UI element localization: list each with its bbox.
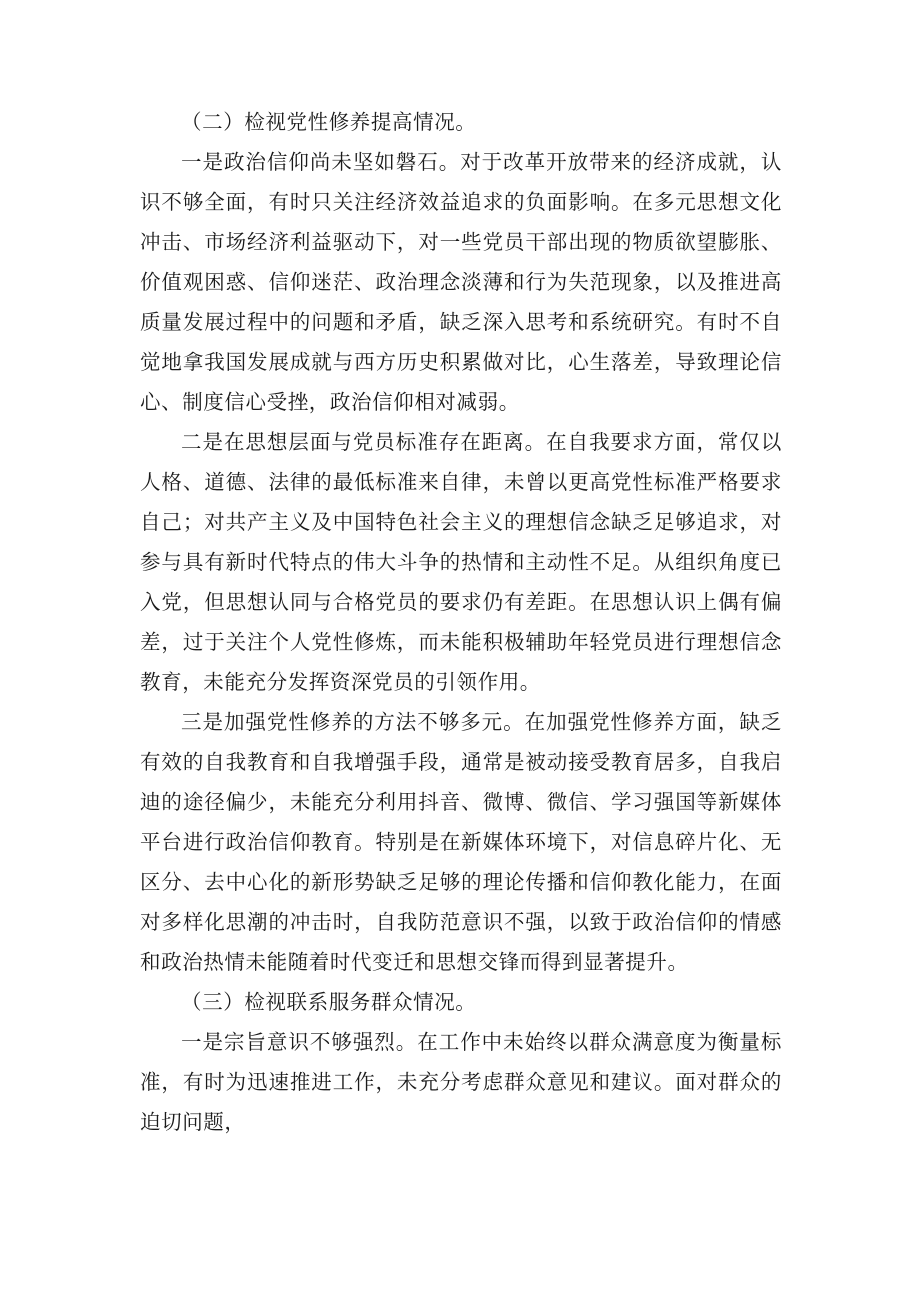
section-heading-3: （三）检视联系服务群众情况。 bbox=[181, 990, 477, 1014]
paragraph-political-belief: 一是政治信仰尚未坚如磐石。对于改革开放带来的经济成就，认识不够全面，有时只关注经济效益追求的负面影响。在多元思想文化冲击、市场经济利益驱动下，对一些党员干部出现的物质欲望膨胀、价值观困惑、信仰迷茫、政治理念淡薄和行为失范现象，以及推进高质量发展过程中的问题和矛盾，缺乏深入思考和系统研究。有时不自觉地拿我国发展成就与西方历史积累做对比，心生落差，导致理论信心、制度信心受挫，政治信仰相对减弱。 bbox=[140, 150, 782, 414]
section-heading-2: （二）检视党性修养提高情况。 bbox=[181, 110, 477, 134]
document-body bbox=[140, 102, 782, 1142]
paragraph-cultivation-methods: 三是加强党性修养的方法不够多元。在加强党性修养方面，缺乏有效的自我教育和自我增强手段，通常是被动接受教育居多，自我启迪的途径偏少，未能充分利用抖音、微博、微信、学习强国等新媒体平台进行政治信仰教育。特别是在新媒体环境下，对信息碎片化、无区分、去中心化的新形势缺乏足够的理论传播和信仰教化能力，在面对多样化思潮的冲击时，自我防范意识不强，以致于政治信仰的情感和政治热情未能随着时代变迁和思想交锋而得到显著提升。 bbox=[140, 710, 782, 974]
paragraph-ideological-gap: 二是在思想层面与党员标准存在距离。在自我要求方面，常仅以人格、道德、法律的最低标准来自律，未曾以更高党性标准严格要求自己；对共产主义及中国特色社会主义的理想信念缺乏足够追求，对参与具有新时代特点的伟大斗争的热情和主动性不足。从组织角度已入党，但思想认同与合格党员的要求仍有差距。在思想认识上偶有偏差，过于关注个人党性修炼，而未能积极辅助年轻党员进行理想信念教育，未能充分发挥资深党员的引领作用。 bbox=[140, 430, 782, 694]
paragraph-purpose-awareness: 一是宗旨意识不够强烈。在工作中未始终以群众满意度为衡量标准，有时为迅速推进工作，未充分考虑群众意见和建议。面对群众的迫切问题， bbox=[140, 1030, 782, 1134]
